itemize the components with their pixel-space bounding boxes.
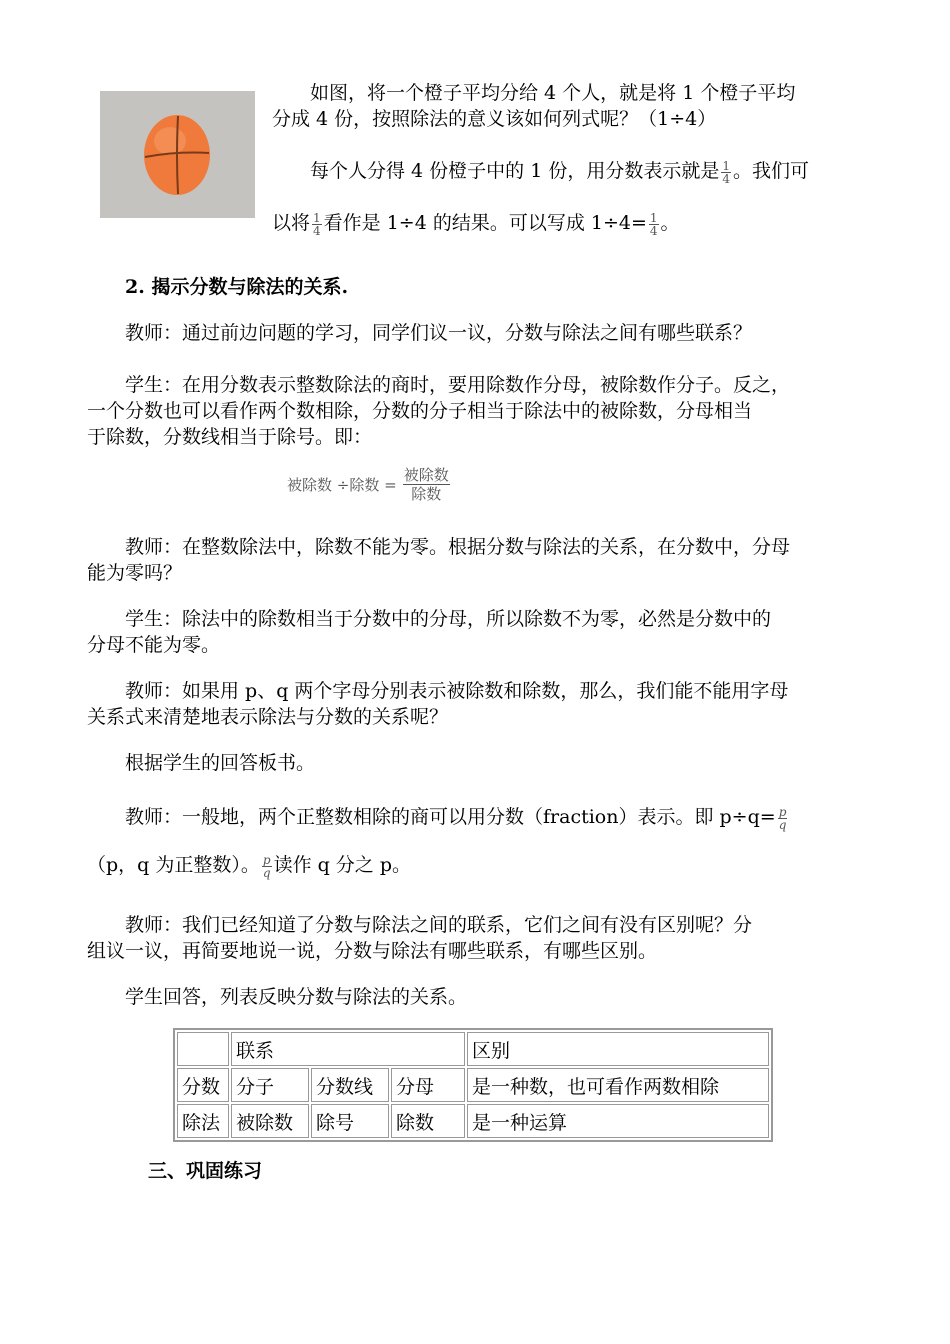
- orange-photo: [100, 91, 255, 218]
- fraction-one-quarter: $\frac{1}{4}$: [722, 158, 730, 186]
- student-paragraph-1-line-2: 一个分数也可以看作两个数相除，分数的分子相当于除法中的被除数，分母相当: [87, 400, 753, 422]
- teacher-paragraph-3-line-2: 关系式来清楚地表示除法与分数的关系呢？: [87, 706, 449, 728]
- teacher-paragraph-4-line-1: 教师：一般地，两个正整数相除的商可以用分数（fraction）表示。即 p÷q= $\frac{p}{q}$: [125, 804, 787, 832]
- table-row: [177, 1032, 769, 1066]
- intro-line-1: 如图，将一个橙子平均分给 4 个人，就是将 1 个橙子平均: [310, 82, 796, 104]
- intro-line-2: 分成 4 份，按照除法的意义该如何列式呢？（1÷4）: [272, 108, 717, 130]
- table-cell: 是一种运算: [467, 1104, 769, 1138]
- table-cell: 区别: [467, 1032, 769, 1066]
- table-cell: 除法: [177, 1104, 229, 1138]
- section-heading-3: 三、巩固练习: [148, 1160, 263, 1182]
- fraction-one-quarter: $\frac{1}{4}$: [313, 210, 321, 238]
- student-paragraph-2-line-2: 分母不能为零。: [87, 634, 221, 656]
- teacher-paragraph-1: 教师：通过前边问题的学习，同学们议一议，分数与除法之间有哪些联系？: [125, 322, 753, 344]
- teacher-paragraph-5-line-1: 教师：我们已经知道了分数与除法之间的联系，它们之间有没有区别呢？分: [125, 914, 753, 936]
- teacher-paragraph-2-line-2: 能为零吗？: [87, 562, 183, 584]
- student-paragraph-2-line-1: 学生：除法中的除数相当于分数中的分母，所以除数不为零，必然是分数中的: [125, 608, 772, 630]
- table-cell: 是一种数，也可看作两数相除: [467, 1068, 769, 1102]
- teacher-paragraph-4-line-2: （p，q 为正整数）。 $\frac{p}{q}$ 读作 q 分之 p。: [87, 852, 412, 880]
- table-cell: 联系: [231, 1032, 465, 1066]
- student-paragraph-1-line-1: 学生：在用分数表示整数除法的商时，要用除数作分母，被除数作分子。反之，: [125, 374, 791, 396]
- board-note: 根据学生的回答板书。: [125, 752, 316, 774]
- table-cell: 分子: [231, 1068, 309, 1102]
- section-heading-2: 2. 揭示分数与除法的关系.: [125, 276, 349, 298]
- fraction-p-over-q: $\frac{p}{q}$: [262, 852, 271, 880]
- table-cell: 除数: [391, 1104, 465, 1138]
- teacher-paragraph-5-line-2: 组议一议，再简要地说一说，分数与除法有哪些联系，有哪些区别。: [87, 940, 658, 962]
- table-cell: 被除数: [231, 1104, 309, 1138]
- table-cell: 除号: [311, 1104, 389, 1138]
- relation-table: [173, 1028, 773, 1142]
- table-cell: 分数: [177, 1068, 229, 1102]
- table-cell: [177, 1032, 229, 1066]
- student-paragraph-1-line-3: 于除数，分数线相当于除号。即：: [87, 426, 373, 448]
- teacher-paragraph-3-line-1: 教师：如果用 p、q 两个字母分别表示被除数和除数，那么，我们能不能用字母: [125, 680, 789, 702]
- student-paragraph-3: 学生回答，列表反映分数与除法的关系。: [125, 986, 468, 1008]
- table-cell: 分数线: [311, 1068, 389, 1102]
- table-row: [177, 1104, 769, 1138]
- fraction-one-quarter: $\frac{1}{4}$: [649, 210, 658, 238]
- division-fraction-formula: 被除数 ÷除数 = $\frac{\text{被除数}}{\text{除数}}$: [287, 466, 449, 503]
- intro-line-3: 每个人分得 4 份橙子中的 1 份，用分数表示就是 $\frac{1}{4}$ 。我们可: [310, 158, 809, 186]
- table-cell: 分母: [391, 1068, 465, 1102]
- intro-line-4: 以将 $\frac{1}{4}$ 看作是 1÷4 的结果。可以写成 1÷4= $\frac{1}{4}$ 。: [272, 210, 680, 238]
- table-row: [177, 1068, 769, 1102]
- fraction-p-over-q: $\frac{p}{q}$: [778, 804, 787, 832]
- teacher-paragraph-2-line-1: 教师：在整数除法中，除数不能为零。根据分数与除法的关系，在分数中，分母: [125, 536, 791, 558]
